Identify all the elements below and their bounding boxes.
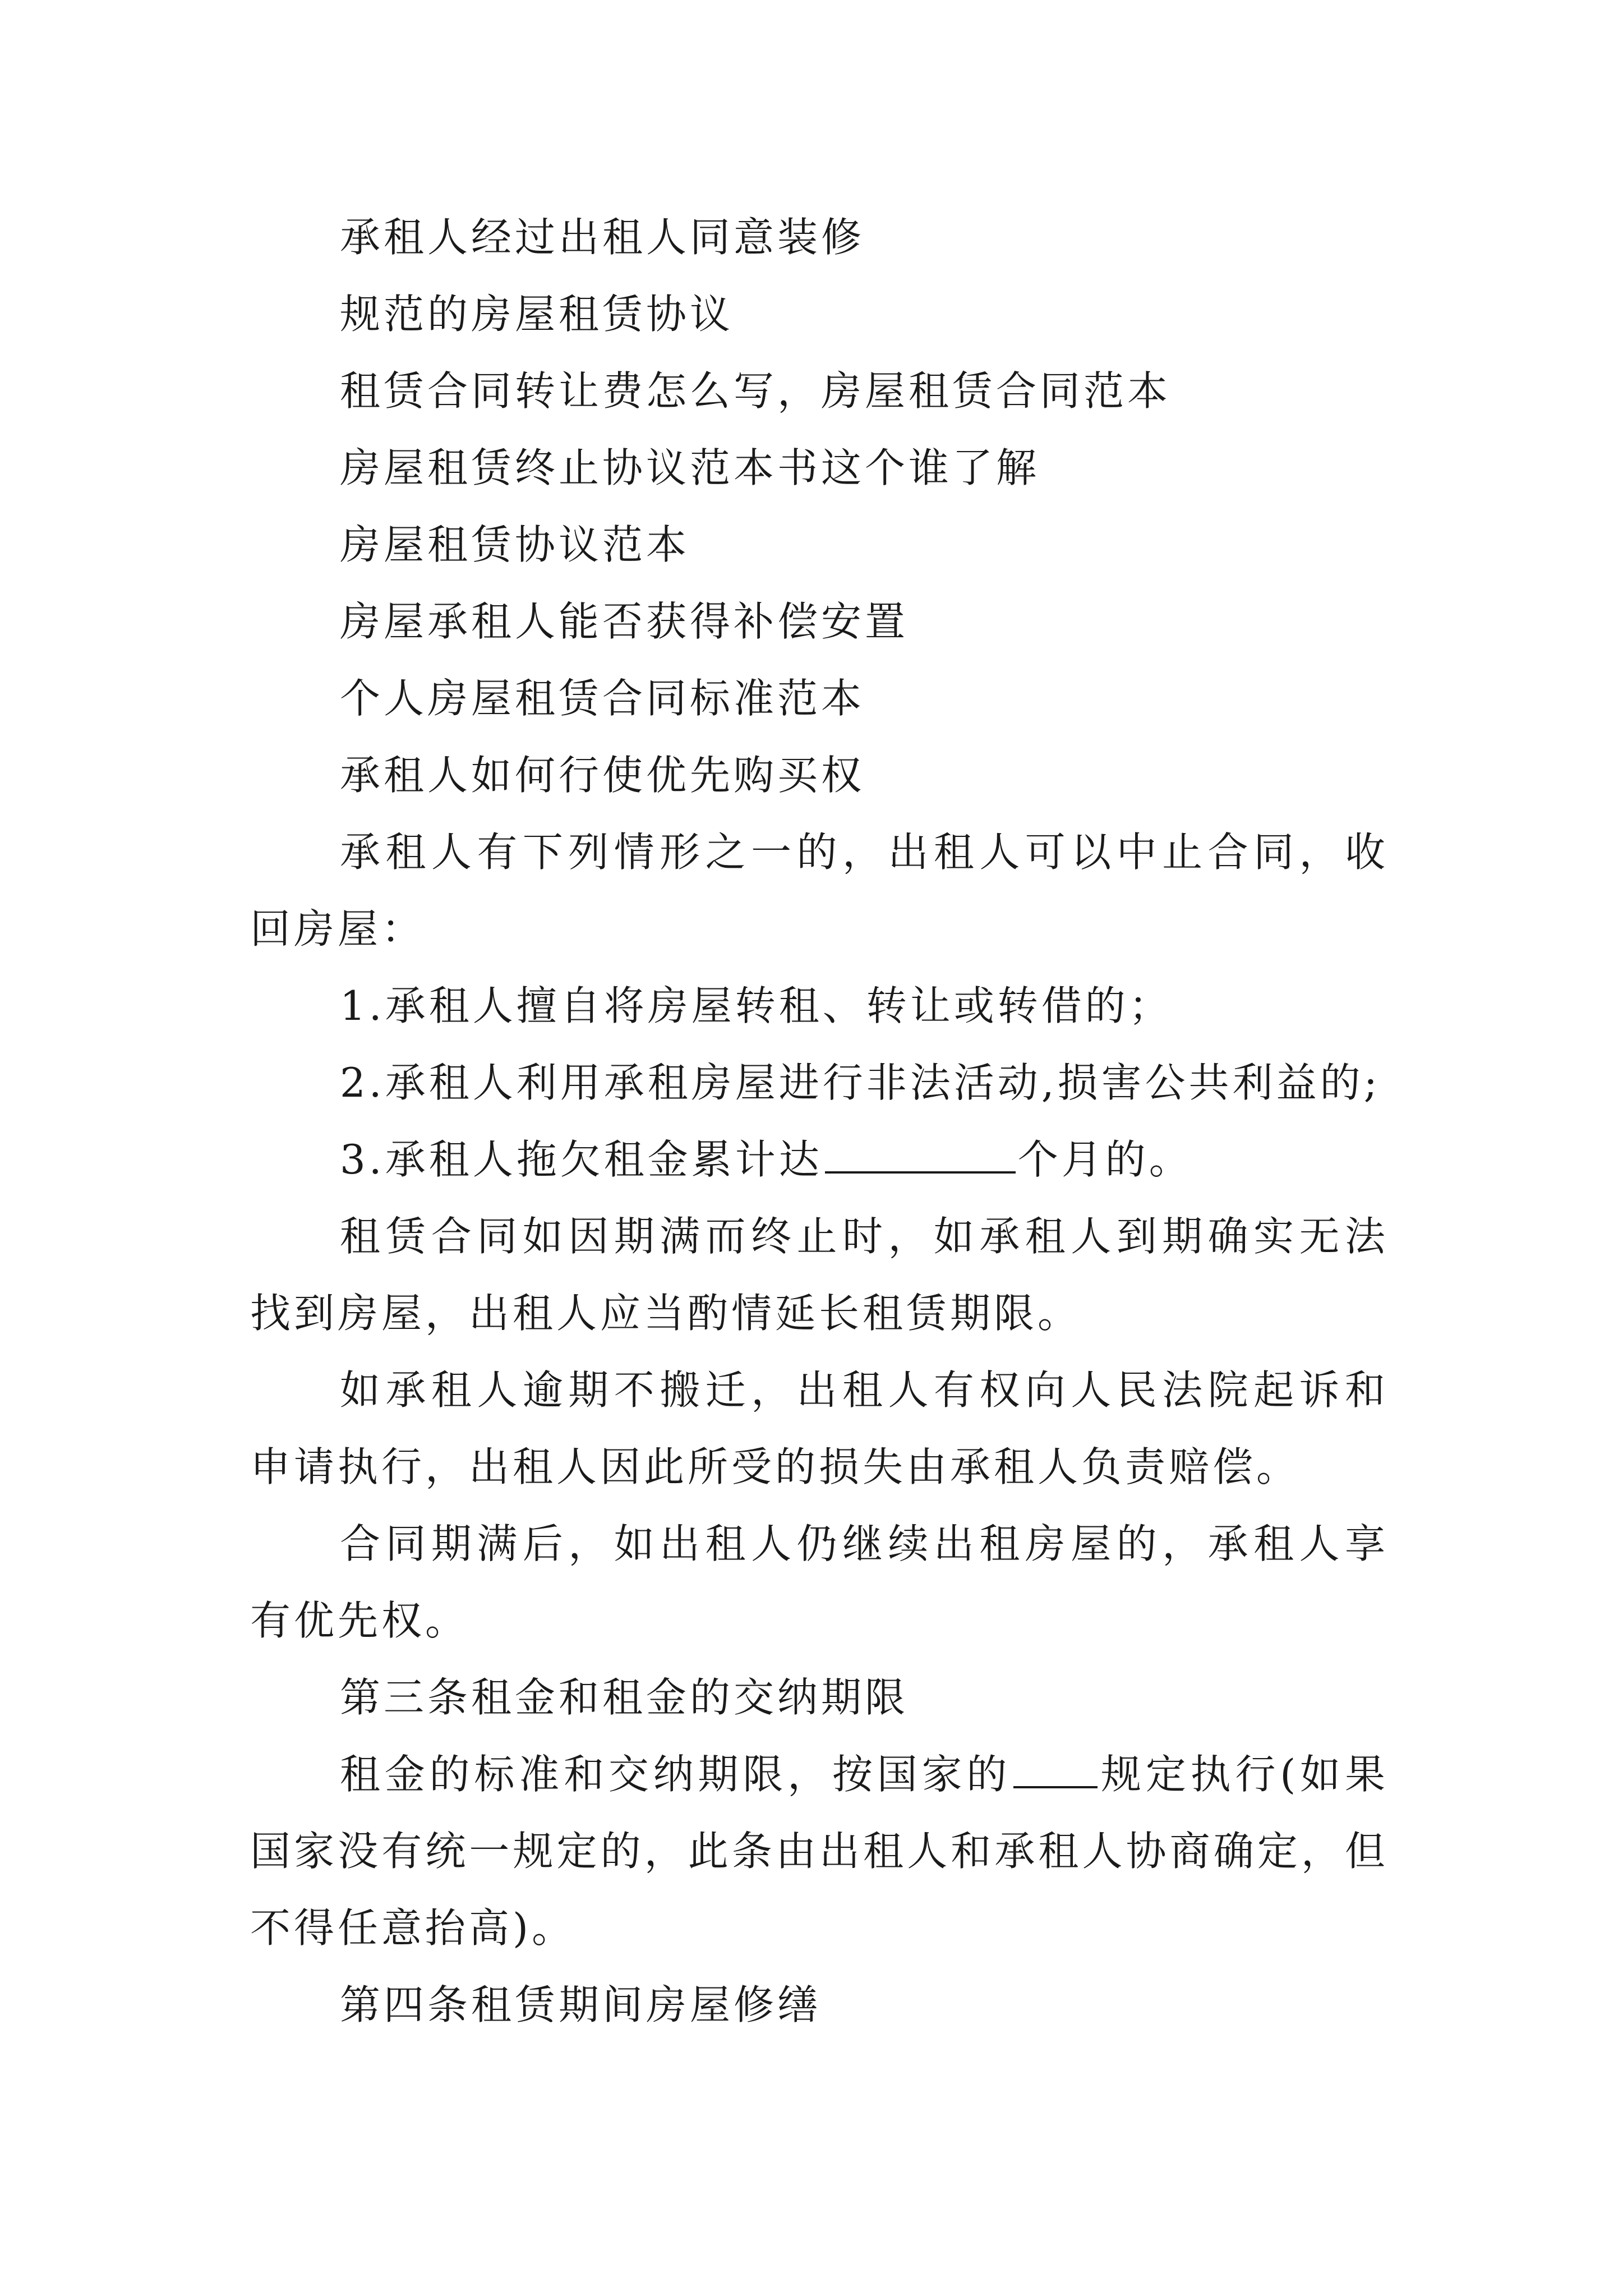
article-4-heading: 第四条租赁期间房屋修缮 [340, 1981, 822, 2028]
list-item-preemptive-right: 承租人如何行使优先购买权 [340, 752, 865, 799]
list-item-compensation: 房屋承租人能否获得补偿安置 [340, 598, 909, 645]
rent-clause-text: 租金的标准和交纳期限，按国家的 [340, 1751, 1012, 1798]
list-item-transfer-fee: 租赁合同转让费怎么写，房屋租赁合同范本 [340, 367, 1172, 415]
paragraph-termination-conditions: 承租人有下列情形之一的，出租人可以中止合同，收回房屋： [250, 829, 1389, 953]
list-item-termination-agreement: 房屋租赁终止协议范本书这个谁了解 [340, 444, 1040, 491]
condition-item-3-suffix: 个月的。 [1017, 1136, 1193, 1183]
paragraph-rent-standard [250, 1736, 1389, 1967]
list-item-decoration-consent: 承租人经过出租人同意装修 [340, 214, 865, 261]
condition-item-1: 1.承租人擅自将房屋转租、转让或转借的； [340, 982, 1173, 1029]
months-blank-field [825, 1138, 1016, 1174]
document-body [250, 199, 1389, 2044]
paragraph-extension: 租赁合同如因期满而终止时，如承租人到期确实无法找到房屋，出租人应当酌情延长租赁期限。 [250, 1213, 1389, 1337]
paragraph-priority-right: 合同期满后，如出租人仍继续出租房屋的，承租人享有优先权。 [250, 1520, 1389, 1644]
condition-item-2: 2.承租人利用承租房屋进行非法活动,损害公共利益的; [340, 1059, 1381, 1106]
paragraph-eviction: 如承租人逾期不搬迁，出租人有权向人民法院起诉和申请执行，出租人因此所受的损失由承租人负责赔偿。 [250, 1366, 1389, 1490]
condition-item-3-text: 3.承租人拖欠租金累计达 [340, 1136, 823, 1183]
article-3-heading: 第三条租金和租金的交纳期限 [340, 1674, 909, 1721]
list-item-personal-lease-template: 个人房屋租赁合同标准范本 [340, 675, 865, 722]
regulation-blank-field [1013, 1752, 1098, 1788]
list-item-lease-agreement-template: 房屋租赁协议范本 [340, 521, 690, 568]
rent-clause-suffix: 规定执行(如果国家没有统一规定的，此条由出租人和承租人协商确定，但不得任意抬高)。 [250, 1751, 1389, 1952]
list-item-standard-lease-agreement: 规范的房屋租赁协议 [340, 291, 734, 338]
condition-item-3 [250, 1121, 1389, 1198]
